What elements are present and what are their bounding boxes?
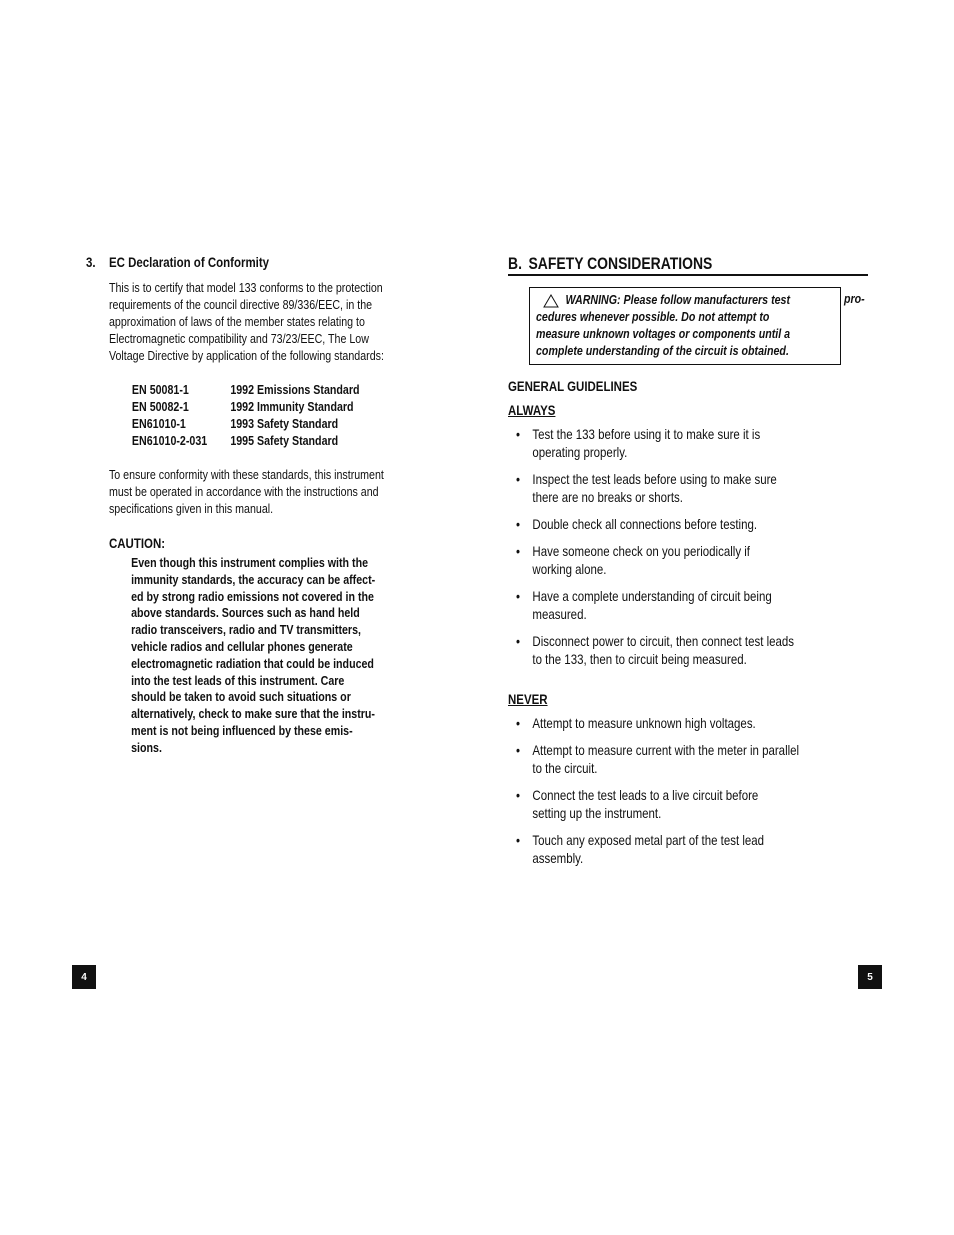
caution-paragraph [131, 555, 447, 757]
section-heading [508, 254, 868, 276]
standard-desc: 1992 Emissions Standard [230, 382, 360, 397]
text-line: radio transceivers, radio and TV transmitters, [131, 622, 361, 638]
section-letter: B. [508, 254, 522, 273]
standard-desc: 1995 Safety Standard [230, 433, 339, 448]
list-item [516, 515, 877, 533]
item-line: Have someone check on you periodically if [532, 543, 751, 559]
text-line: To ensure conformity with these standards, this instrument [108, 467, 384, 482]
text-line: above standards. Sources such as hand held [131, 605, 360, 621]
text-line: cedures whenever possible. Do not attempt to [536, 309, 770, 324]
section-title: EC Declaration of Conformity [108, 254, 270, 270]
item-line: Connect the test leads to a live circuit before [532, 787, 759, 803]
list-item [516, 714, 877, 732]
bullet-icon: • [516, 742, 521, 758]
list-item [516, 632, 877, 668]
standard-row [132, 415, 447, 432]
list-item [516, 831, 877, 867]
text-line: sions. [131, 739, 162, 755]
text-line: Voltage Directive by application of the following standards: [108, 348, 384, 363]
text-line: This is to certify that model 133 conforms to the protection [108, 280, 383, 295]
text-line: electromagnetic radiation that could be induced [131, 655, 374, 671]
text-line: specifications given in this manual. [108, 501, 274, 516]
item-line: Attempt to measure current with the meter in parallel [532, 742, 800, 758]
warning-overflow-text: pro- [844, 291, 865, 306]
standard-code: EN61010-1 [131, 416, 186, 431]
text-line: alternatively, check to make sure that the instru- [131, 706, 375, 722]
bullet-icon: • [516, 426, 521, 442]
text-line: into the test leads of this instrument. Care [131, 672, 345, 688]
text-line: ment is not being influenced by these emis- [131, 722, 353, 738]
item-line: there are no breaks or shorts. [532, 489, 683, 505]
page-number-right: 5 [858, 965, 882, 989]
guidelines-title: GENERAL GUIDELINES [508, 378, 638, 394]
list-item [516, 542, 877, 578]
text-line: immunity standards, the accuracy can be affect- [131, 571, 376, 587]
item-line: Have a complete understanding of circuit being [532, 588, 772, 604]
left-page-content [86, 254, 447, 757]
bullet-icon: • [516, 787, 521, 803]
text-line: measure unknown voltages or components until a [536, 326, 791, 341]
item-line: Test the 133 before using it to make sure it is [532, 426, 761, 442]
bullet-icon: • [516, 715, 521, 731]
text-line: Even though this instrument complies with the [131, 555, 369, 570]
standard-code: EN61010-2-031 [131, 433, 208, 448]
item-line: operating properly. [532, 444, 628, 460]
list-item [516, 786, 877, 822]
left-page [86, 254, 526, 757]
text-line: WARNING: Please follow manufacturers test [565, 292, 791, 307]
standard-row [132, 381, 447, 398]
always-list [516, 425, 877, 677]
page-number-left: 4 [72, 965, 96, 989]
never-title: NEVER [508, 691, 548, 707]
list-item [516, 425, 877, 461]
always-title: ALWAYS [508, 402, 556, 418]
conformity-paragraph [109, 466, 447, 517]
text-line: approximation of laws of the member states relating to [108, 314, 365, 329]
bullet-icon: • [516, 588, 521, 604]
item-line: working alone. [532, 561, 607, 577]
warning-text [536, 291, 864, 359]
text-line: requirements of the council directive 89/336/EEC, in the [108, 297, 373, 312]
caution-label: CAUTION: [108, 535, 166, 551]
standard-desc: 1992 Immunity Standard [230, 399, 354, 414]
item-line: Disconnect power to circuit, then connect test leads [532, 633, 795, 649]
section-title: SAFETY CONSIDERATIONS [528, 254, 713, 273]
list-item [516, 470, 877, 506]
list-item [516, 741, 877, 777]
list-item [516, 587, 877, 623]
text-line: vehicle radios and cellular phones generate [131, 638, 353, 654]
standard-code: EN 50081-1 [131, 382, 189, 397]
bullet-icon: • [516, 471, 521, 487]
item-line: Inspect the test leads before using to make sure [532, 471, 777, 487]
item-line: measured. [532, 606, 587, 622]
standard-desc: 1993 Safety Standard [230, 416, 339, 431]
section-heading [86, 254, 447, 270]
item-line: Touch any exposed metal part of the test lead [532, 832, 765, 848]
bullet-icon: • [516, 543, 521, 559]
bullet-icon: • [516, 633, 521, 649]
never-list [516, 714, 877, 876]
text-line: must be operated in accordance with the instructions and [108, 484, 379, 499]
right-page [508, 254, 868, 866]
item-line: to the circuit. [532, 760, 598, 776]
item-line: Double check all connections before testing. [532, 516, 758, 532]
section-number: 3. [86, 254, 96, 270]
text-line: Electromagnetic compatibility and 73/23/EEC, The Low [108, 331, 369, 346]
standard-row [132, 398, 447, 415]
item-line: setting up the instrument. [532, 805, 662, 821]
standard-row [132, 432, 447, 449]
item-line: assembly. [532, 850, 584, 866]
intro-paragraph [109, 279, 447, 364]
item-line: to the 133, then to circuit being measured. [532, 651, 747, 667]
text-line: should be taken to avoid such situations or [131, 689, 351, 705]
text-line: complete understanding of the circuit is obtained. [536, 343, 789, 358]
standard-code: EN 50082-1 [131, 399, 189, 414]
bullet-icon: • [516, 832, 521, 848]
text-line: ed by strong radio emissions not covered in the [131, 588, 374, 604]
item-line: Attempt to measure unknown high voltages. [532, 715, 756, 731]
bullet-icon: • [516, 516, 521, 532]
standards-list [132, 381, 447, 449]
